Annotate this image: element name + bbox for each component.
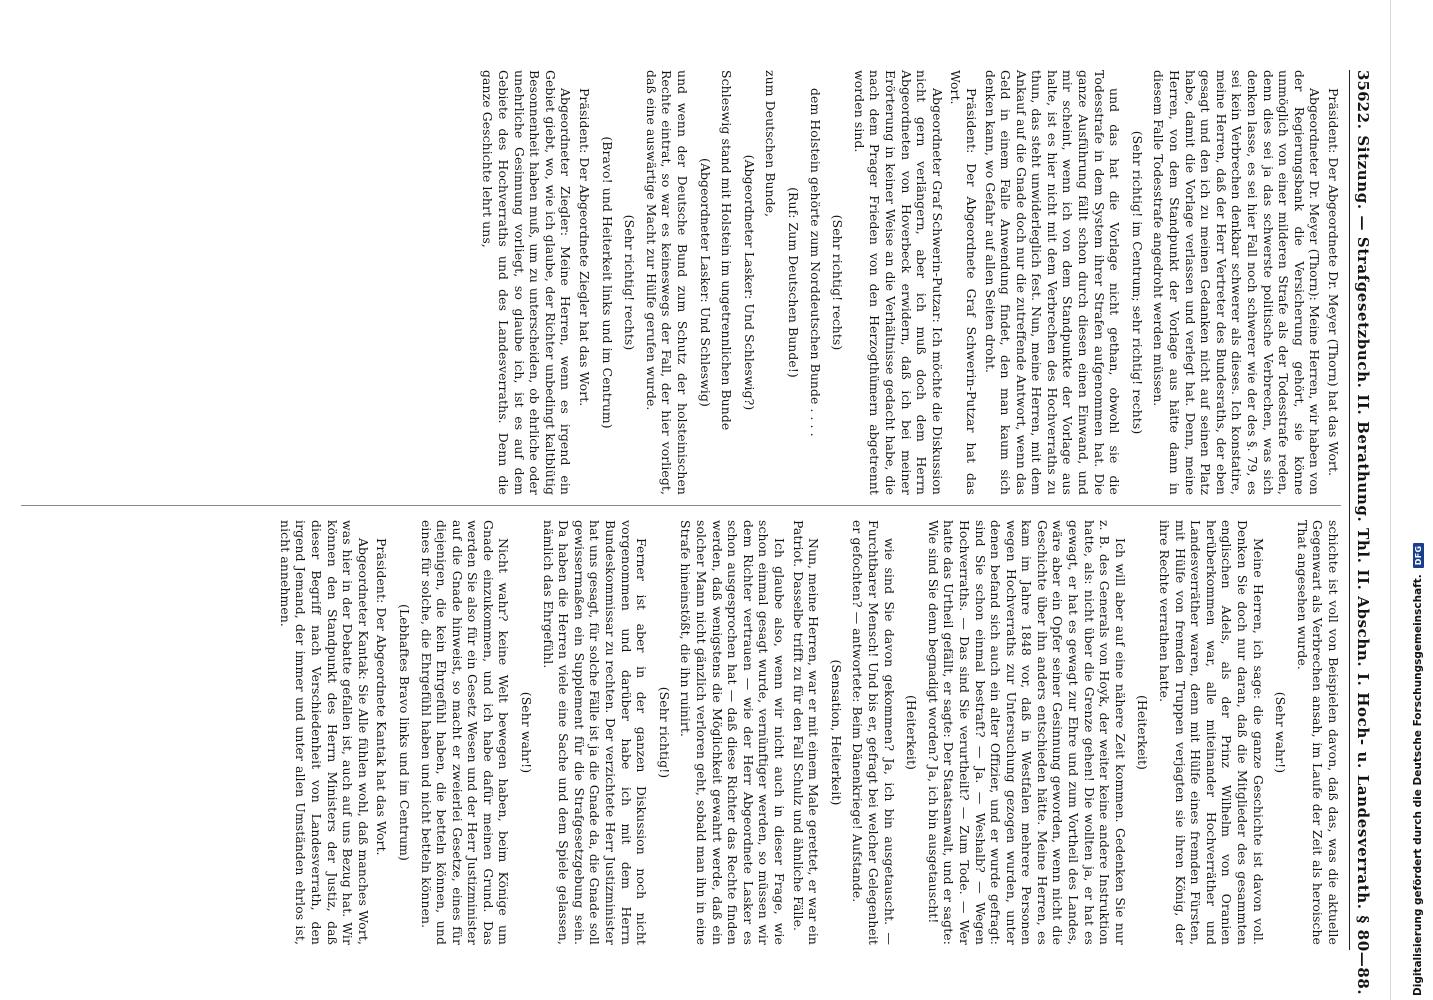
paragraph: und das hat die Vorlage nicht gethan, obwohl sie die Todesstrafe in dem System ihrer Strafen aufgenommen hat. Die ganze Ausführung fällt schon durch diesen einen Einwand, und mir scheint, wenn ich von dem Standpunkte der Vorlage aus halte, ist es hier nicht mit dem Verbrechen des Hochverraths zu thun, das steht unwiderleglich fest. Nun, meine Herren, mit dem Ankauf auf die Gnade doch nur die zutreffende Antwort, wenn das Geld in einem Falle Anwendung findet, den man kaum sich denken kann, wo Gefahr auf allen Seiten droht.	[982, 70, 1123, 495]
interjection: (Heiterkeit)	[904, 695, 920, 770]
paragraph: Nicht wahr? keine Welt bewegen haben, beim Könige um Gnade einzukommen, und ich habe dafür meinen Grund. Das werden Sie also für ein Gesetz Wesen und der Herr Justizminister auf die Gnade hinweist, so macht er zweierlei Gesetze, eines für diejenigen, die kein Ehrgefühl haben, die betteln können, und eines für solche, die Ehrgefühl haben und nicht betteln können.	[418, 520, 512, 945]
paragraph: Ferner ist aber in der ganzen Diskussion noch nicht vorgenommen und darüber habe ich mit dem Herrn Bundeskommissar zu rechten. Der verzichtete Herr Justizminister hat uns gesagt, für solche Fälle ist ja die Gnade da, die Gnade soll gewissermaßen ein Supplement für die Strafgesetzgebung sein. Da haben die Herren viele eine Sache und dem Spiele gelassen, nämlich das Ehrgefühl.	[540, 520, 650, 945]
interjection: (Sehr wahr!)	[519, 691, 535, 774]
interjection: (Sehr richtig! rechts)	[622, 214, 638, 351]
paragraph: Abgeordneter Graf Schwerin-Putzar: Ich möchte die Diskussion nicht gern verlängern, aber ich muß doch dem Herrn Abgeordneten von Hoverbeck erwidern, daß ich bei meiner Erörterung in keiner Weise an die Verhältnisse gedacht habe, die nach dem Prager Frieden von den Herzogthümern abgetrennt worden sind.	[851, 70, 945, 495]
interjection: (Abgeordneter Lasker: Und Schleswig?)	[741, 154, 757, 411]
paragraph: Abgeordneter Kantak: Sie Alle fühlen wohl, daß manches Wort, was hier in der Debatte gefallen ist, auch auf uns Bezug hat. Wir können den Standpunkt des Herrn Ministers der Justiz, daß dieser Begriff nach Verschiedenheit von Landesverrath, den irgend Jemand, der immer und unter allen Umständen ehrlos ist, nicht annehmen.	[277, 520, 371, 945]
digitization-footer	[1412, 543, 1424, 996]
interjection: (Sehr wahr!)	[1273, 691, 1289, 774]
page-header	[1349, 70, 1377, 996]
paragraph: dem Holstein gehörte zum Norddeutschen Bunde . . . .	[807, 88, 823, 437]
paragraph: Präsident: Der Abgeordnete Dr. Meyer (Thorn) hat das Wort.	[1326, 88, 1341, 477]
paragraph: Abgeordneter Ziegler: Meine Herren, wenn es irgend ein Gebiet giebt, wo, wie ich glaube, der Richter unbedingt kaltblütig Besonnenheit haben muß, um zu unterscheiden, ob ehrliche oder unehrliche Gesinnung vorliegt, so glaube ich, ist es auf dem Gebiete des Hochverraths und des Landesverraths. Denn die ganze Geschichte lehrt uns,	[480, 70, 574, 495]
paragraph: Meine Herren, ich sage: die ganze Geschichte ist davon voll. Denken Sie doch nur daran, daß die Mitglieder des gesammten englischen Adels, als der Prinz Wilhelm von Oranien herüberkommen war, alle miteinander Hochverräther und Landesverräther waren, denn mit Hülfe eines fremden Fürsten, mit Hülfe von fremden Truppen verjagten sie ihren König, der ihre Rechte verrathen hatte.	[1157, 520, 1266, 945]
interjection: (Sensation, Heiterkeit)	[828, 659, 844, 806]
scanned-document-page	[5, 0, 1385, 1000]
paragraph: Nun, meine Herren, war er mit einem Male gerettet, er war ein Patriot. Dasselbe trifft zu für den Fall Schulz und ähnliche Fälle.	[790, 520, 822, 945]
paragraph: Abgeordneter Dr. Meyer (Thorn): Meine Herren, wir haben von der Regierungsbank die Versicherung gehört, sie könne unmöglich von einer milderen Strafe als der Todesstrafe reden, denn dies sei ja das schwerste politische Verbrechen, was sich denken lasse, es sei hier Fall noch schwerer wie der des §. 79, es sei kein Verbrechen denkbar schwerer als dieses. Ich konstatire, meine Herren, daß der Herr Vertreter des Bundesraths, der eben gesagt und den ich zu meinen Gedanken nicht auf seinen Platz habe, damit die Vorlage verlassen und verlegt hat. Denn, meine Herren, von dem Standpunkt der Vorlage aus hätte dann in diesem Falle Todesstrafe angedroht werden müssen.	[1151, 70, 1323, 495]
paragraph: Schleswig stand mit Holstein im ungetrennlichen Bunde	[719, 70, 735, 431]
interjection: (Sehr richtig! im Centrum; sehr richtig! rechts)	[1129, 130, 1145, 435]
paragraph: wie sind Sie davon gekommen? Ja, ich bin ausgetauscht. — Furchtbarer Mensch! Und bis er, gefragt bei welcher Gelegenheit er gefochten? — antwortete: Beim Dänenkriege! Aufstande.	[850, 520, 897, 945]
paragraph: zum Deutschen Bunde,	[763, 70, 779, 218]
dfg-logo: DFG	[1413, 543, 1424, 569]
paragraph: Ich will aber auf eine nähere Zeit kommen. Gedenken Sie nur z. B. des Generals von Hoyk, der weiter keine andere Instruktion hatte, als: nicht über die Grenze gehen! Die wollten ja, er hat es gewagt, er hat es gewagt zur Ehre und zum Vortheil des Landes, wäre aber ein Opfer seiner Gesinnung geworden, wenn nicht die Geschichte über ihn anders entschieden hätte. Meine Herren, es kam im Jahre 1848 vor, daß in Westfalen mehrere Personen wegen Hochverraths zur Untersuchung gezogen wurden, unter denen befand sich auch ein alter Offizier, und er wurde gefragt: sind Sie schon einmal bestraft? — Ja. — Weshalb? — Wegen Hochverraths. — Das sind Sie verurtheilt? — Zum Tode. — Wer hatte das Urtheil gefällt, er sagte: Der Staatsanwalt, und er sagte: Wie sind Sie denn begnadigt worden? Ja, ich bin ausgetauscht!	[925, 520, 1128, 945]
interjection: (Sehr richtig! rechts)	[830, 214, 846, 351]
column-divider	[21, 505, 1341, 506]
interjection: (Lebhaftes Bravo links und im Centrum)	[396, 604, 412, 861]
paragraph: schichte ist voll von Beispielen davon, daß das, was die aktuelle Gegenwart als Verbrechen ansah, im Laufe der Zeit als heroische That angesehen wurde.	[1294, 520, 1341, 945]
paragraph: und wenn der Deutsche Bund zum Schutz der holsteinischen Rechte eintrat, so war es keineswegs der Fall, der hier vorliegt, daß eine auswärtige Macht zur Hülfe gerufen wurde.	[643, 70, 691, 495]
interjection: (Abgeordneter Lasker: Und Schleswig)	[697, 158, 713, 407]
paragraph: Ich glaube also, wenn wir nicht auch in dieser Frage, wie schon einmal gesagt wurde, vernünftiger werden, so müssen wir dem Richter vertrauen — wie der Herr Abgeordnete Lasker es schon ausgesprochen hat — daß diese Richter das Rechte finden werden, daß wenigstens die Möglichkeit gewahrt werde, daß ein solcher Mann nicht gänzlich verloren geht, sobald man ihn in eine Strafe hineinstößt, die ihn ruinirt.	[678, 520, 787, 945]
interjection: (Sehr richtig!)	[656, 686, 672, 779]
right-text-column	[21, 520, 1341, 945]
page-number: 356	[1353, 70, 1372, 102]
paragraph: Präsident: Der Abgeordnete Ziegler hat das Wort.	[577, 88, 593, 407]
running-title: 22. Sitzung. — Strafgesetzbuch. II. Berathung. Thl. II. Abschn. I. Hoch- u. Landesverrath. § 80—88.	[1353, 101, 1372, 996]
interjection: (Bravo! und Heiterkeit links und im Centrum)	[599, 136, 615, 429]
interjection: (Heiterkeit)	[1135, 695, 1151, 770]
paragraph: Präsident: Der Abgeordnete Graf Schwerin-Putzar hat das Wort.	[948, 70, 979, 495]
footer-text: Digitalisierung gefördert durch die Deutsche Forschungsgemeinschaft.	[1412, 574, 1424, 996]
interjection: (Ruf: Zum Deutschen Bunde!)	[786, 187, 801, 378]
left-text-column	[21, 70, 1341, 495]
paragraph: Präsident: Der Abgeordnete Kantak hat das Wort.	[374, 538, 390, 856]
